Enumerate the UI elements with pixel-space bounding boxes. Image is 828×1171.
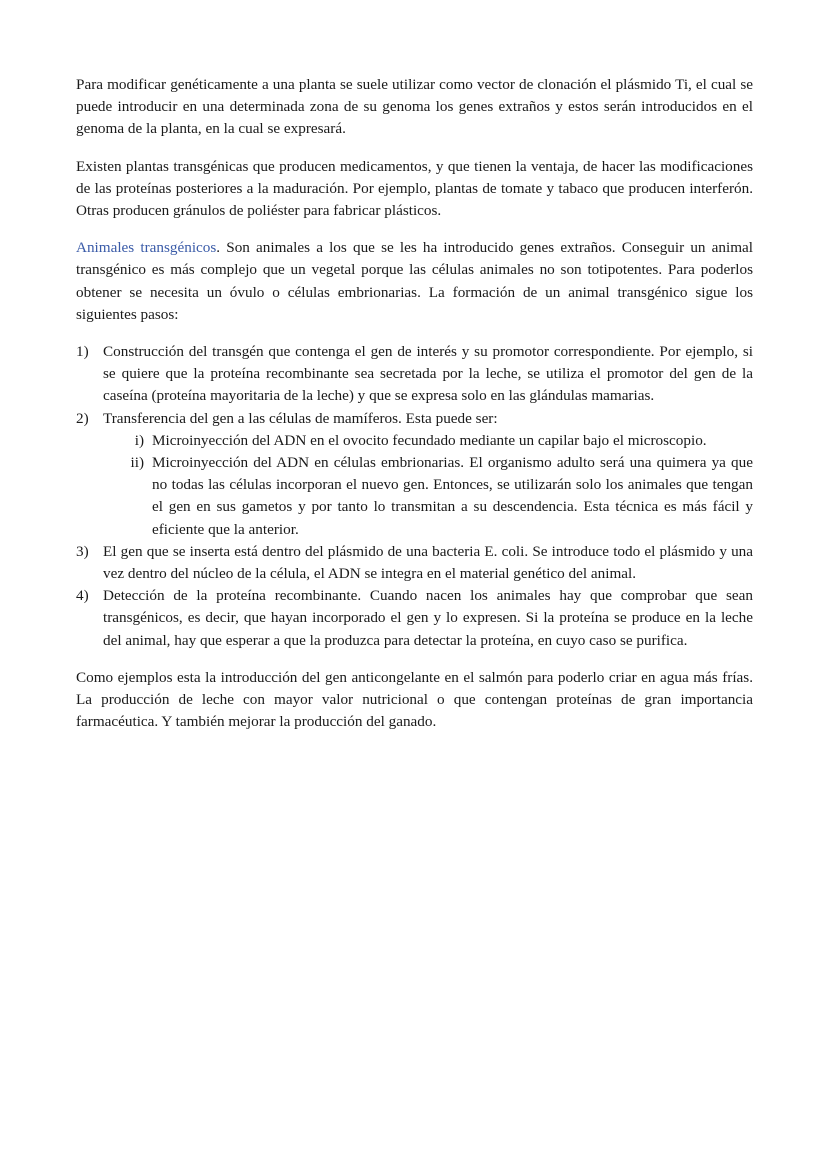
sublist-item-i (124, 430, 753, 452)
sublist-marker-ii: ii) (130, 454, 144, 472)
document-body (76, 74, 753, 733)
list-item-text-3: El gen que se inserta está dentro del plásmido de una bacteria E. coli. Se introduce todo el plásmido y una vez dentro del núcleo de la célula, el ADN se integra en el material genético del animal. (103, 542, 753, 583)
list-item-step-1 (76, 341, 753, 408)
list-marker-1: 1) (76, 343, 89, 361)
list-item-text-2: Transferencia del gen a las células de mamíferos. Esta puede ser: (103, 409, 498, 427)
list-item-step-4 (76, 585, 753, 652)
paragraph-transgenic-animals-intro (76, 237, 753, 326)
sublist-item-ii (124, 452, 753, 541)
paragraph-transgenic-plants: Existen plantas transgénicas que producen medicamentos, y que tienen la ventaja, de hacer las modificaciones de las proteínas posteriores a la maduración. Por ejemplo, plantas de tomate y tabaco que producen interferón. Otras producen gránulos de poliéster para fabricar plásticos. (76, 157, 753, 220)
list-marker-2: 2) (76, 409, 89, 427)
paragraph-examples: Como ejemplos esta la introducción del gen anticongelante en el salmón para poderlo criar en agua más frías. La producción de leche con mayor valor nutricional o que contengan proteínas de gran importancia farmacéutica. Y también mejorar la producción del ganado. (76, 668, 753, 731)
list-item-step-2 (76, 408, 753, 541)
sublist-marker-i: i) (134, 431, 144, 449)
list-item-text-1: Construcción del transgén que contenga el gen de interés y su promotor correspondiente. Por ejemplo, si se quiere que la proteína recombinante sea secretada por la leche, se utiliza el promotor del gen de la caseína (proteína mayoritaria de la leche) y que se expresa solo en las glándulas mamarias. (103, 343, 753, 405)
steps-list (76, 341, 753, 652)
section-heading-animales-transgenicos: Animales transgénicos (76, 239, 217, 257)
list-marker-4: 4) (76, 587, 89, 605)
sublist-item-text-i: Microinyección del ADN en el ovocito fecundado mediante un capilar bajo el microscopio. (152, 431, 707, 449)
paragraph-transgenic-animals-body: . Son animales a los que se les ha introducido genes extraños. Conseguir un animal transgénico es más complejo que un vegetal porque las células animales no son totipotentes. Para poderlos obtener se necesita un óvulo o células embrionarias. La formación de un animal transgénico sigue los siguientes pasos: (76, 239, 753, 323)
list-item-step-3 (76, 541, 753, 585)
sublist-item-text-ii: Microinyección del ADN en células embrionarias. El organismo adulto será una quimera ya que no todas las células incorporan el nuevo gen. Entonces, se utilizarán solo los animales que tengan el gen en sus gametos y por tanto lo transmitan a su descendencia. Esta técnica es más fácil y eficiente que la anterior. (152, 454, 753, 538)
paragraph-plant-vector: Para modificar genéticamente a una planta se suele utilizar como vector de clonación el plásmido Ti, el cual se puede introducir en una determinada zona de su genoma los genes extraños y estos serán introducidos en el genoma de la planta, en la cual se expresará. (76, 76, 753, 138)
list-marker-3: 3) (76, 542, 89, 560)
list-item-text-4: Detección de la proteína recombinante. Cuando nacen los animales hay que comprobar que sean transgénicos, es decir, que hayan incorporado el gen y lo expresen. Si la proteína se produce en la leche del animal, hay que esperar a que la produzca para detectar la proteína, en cuyo caso se purifica. (103, 587, 753, 649)
substeps-list (103, 430, 753, 541)
